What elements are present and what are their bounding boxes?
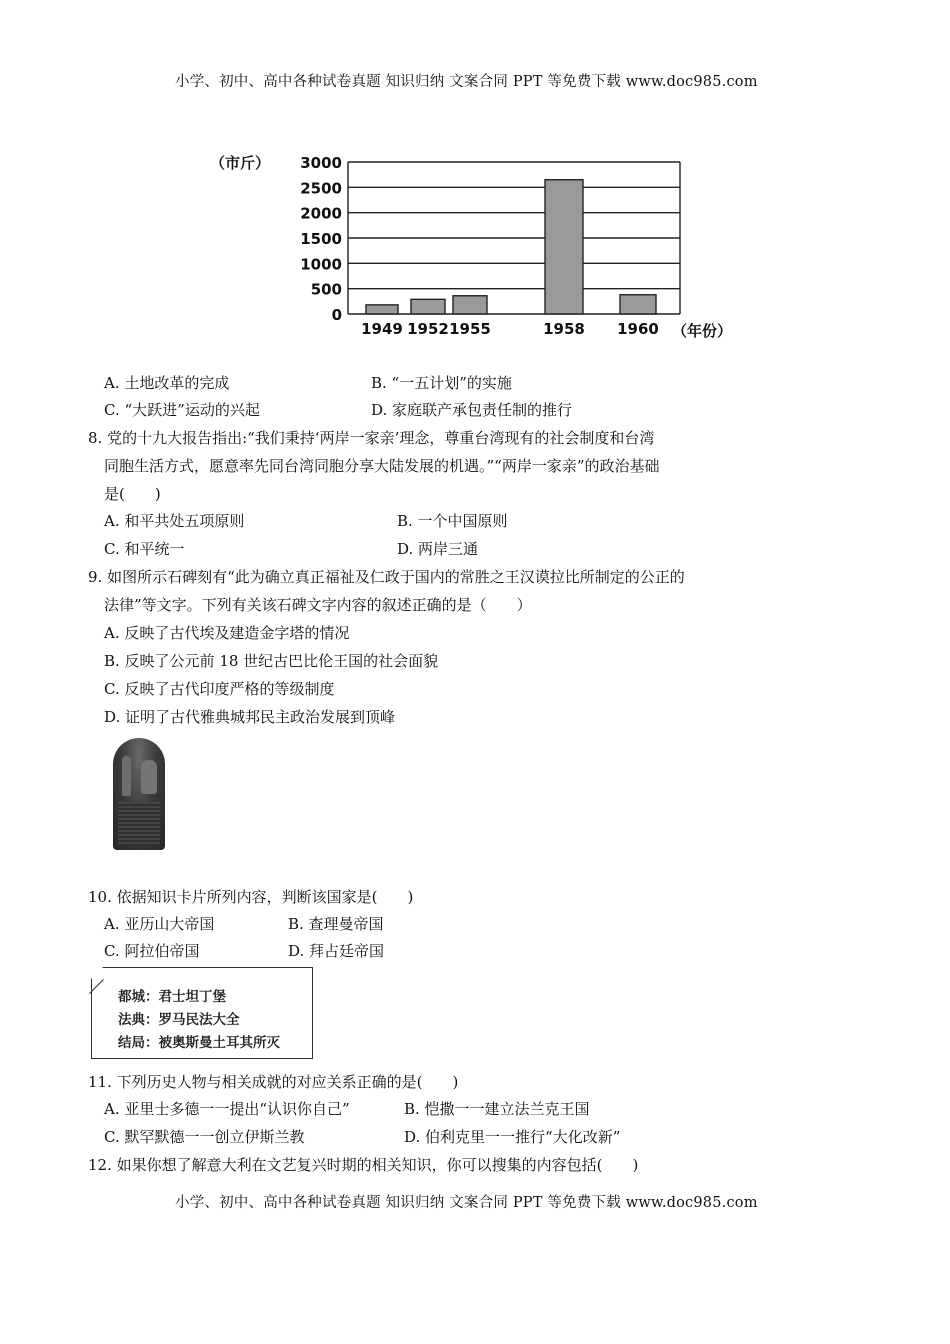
y-tick-label-500: 500 (310, 280, 342, 299)
q7-option-a: A. 土地改革的完成 (104, 374, 230, 392)
chart-x-ticks (361, 320, 659, 338)
q9-option-b: B. 反映了公元前 18 世纪古巴比伦王国的社会面貌 (104, 652, 439, 670)
q7-option-b: B. “一五计划”的实施 (371, 374, 512, 392)
bar-1952 (411, 299, 445, 314)
card-capital: 都城：君士坦丁堡 (118, 989, 226, 1005)
q11-option-a: A. 亚里士多德一一提出“认识你自己” (104, 1100, 350, 1118)
q8-stem-line-3: 是( ) (104, 485, 161, 503)
x-tick-label-1949: 1949 (361, 320, 403, 338)
chart-bars (366, 180, 656, 314)
stele-inscription (118, 802, 160, 846)
q10-option-b: B. 查理曼帝国 (288, 915, 384, 933)
stele-seated-figure (141, 760, 157, 794)
q8-option-c: C. 和平统一 (104, 540, 185, 558)
knowledge-card (91, 967, 313, 1059)
q9-stem-line-2: 法律”等文字。下列有关该石碑文字内容的叙述正确的是（ ） (104, 596, 532, 614)
chart-x-axis-label: （年份） (672, 322, 733, 340)
y-tick-label-2000: 2000 (300, 204, 342, 223)
q10-stem: 10. 依据知识卡片所列内容，判断该国家是( ) (88, 888, 414, 906)
x-tick-label-1960: 1960 (617, 320, 659, 338)
stele-standing-figure (122, 756, 131, 796)
y-tick-label-1000: 1000 (300, 255, 342, 274)
card-law-code: 法典：罗马民法大全 (118, 1012, 240, 1028)
q8-stem-line-2: 同胞生活方式，愿意率先同台湾同胞分享大陆发展的机遇。”“两岸一家亲”的政治基础 (104, 457, 660, 475)
q11-option-d: D. 伯利克里一一推行“大化改新” (404, 1128, 621, 1146)
q8-option-a: A. 和平共处五项原则 (104, 512, 245, 530)
q8-option-b: B. 一个中国原则 (397, 512, 508, 530)
q11-stem: 11. 下列历史人物与相关成就的对应关系正确的是( ) (88, 1073, 459, 1091)
page-header: 小学、初中、高中各种试卷真题 知识归纳 文案合同 PPT 等免费下载 www.doc985.com (175, 74, 758, 90)
q12-stem: 12. 如果你想了解意大利在文艺复兴时期的相关知识，你可以搜集的内容包括( ) (88, 1156, 639, 1174)
q9-option-c: C. 反映了古代印度严格的等级制度 (104, 680, 335, 698)
y-tick-label-0: 0 (331, 306, 342, 324)
q7-option-c: C. “大跃进”运动的兴起 (104, 401, 260, 419)
q8-stem-line-1: 8. 党的十九大报告指出:“我们秉持‘两岸一家亲’理念，尊重台湾现有的社会制度和台湾 (88, 429, 655, 447)
q10-option-a: A. 亚历山大帝国 (104, 915, 215, 933)
q10-option-c: C. 阿拉伯帝国 (104, 942, 200, 960)
y-tick-label-2500: 2500 (300, 179, 342, 198)
y-tick-label-3000: 3000 (300, 154, 342, 172)
bar-1960 (620, 295, 656, 314)
page-footer: 小学、初中、高中各种试卷真题 知识归纳 文案合同 PPT 等免费下载 www.doc985.com (175, 1195, 758, 1211)
card-ending: 结局：被奥斯曼土耳其所灭 (118, 1035, 280, 1051)
bar-1949 (366, 305, 398, 314)
q9-stem-line-1: 9. 如图所示石碑刻有“此为确立真正福祉及仁政于国内的常胜之王汉谟拉比所制定的公正的 (88, 568, 685, 586)
grain-bar-chart (210, 148, 750, 348)
q7-option-d: D. 家庭联产承包责任制的推行 (371, 401, 573, 419)
q10-option-d: D. 拜占廷帝国 (288, 942, 385, 960)
chart-y-axis-label: （市斤） (210, 154, 271, 172)
y-tick-label-1500: 1500 (300, 230, 342, 248)
x-tick-label-1958: 1958 (543, 320, 585, 338)
q9-option-a: A. 反映了古代埃及建造金字塔的情况 (104, 624, 350, 642)
x-tick-label-1955: 1955 (449, 320, 491, 338)
q8-option-d: D. 两岸三通 (397, 540, 479, 558)
hammurabi-stele-image (113, 738, 165, 850)
q11-option-c: C. 默罕默德一一创立伊斯兰教 (104, 1128, 305, 1146)
chart-y-ticks (300, 154, 342, 324)
q9-option-d: D. 证明了古代雅典城邦民主政治发展到顶峰 (104, 708, 396, 726)
bar-1955 (453, 296, 487, 314)
q11-option-b: B. 恺撒一一建立法兰克王国 (404, 1100, 590, 1118)
x-tick-label-1952: 1952 (407, 320, 449, 338)
chart-gridlines (348, 162, 680, 314)
bar-1958 (545, 180, 583, 314)
